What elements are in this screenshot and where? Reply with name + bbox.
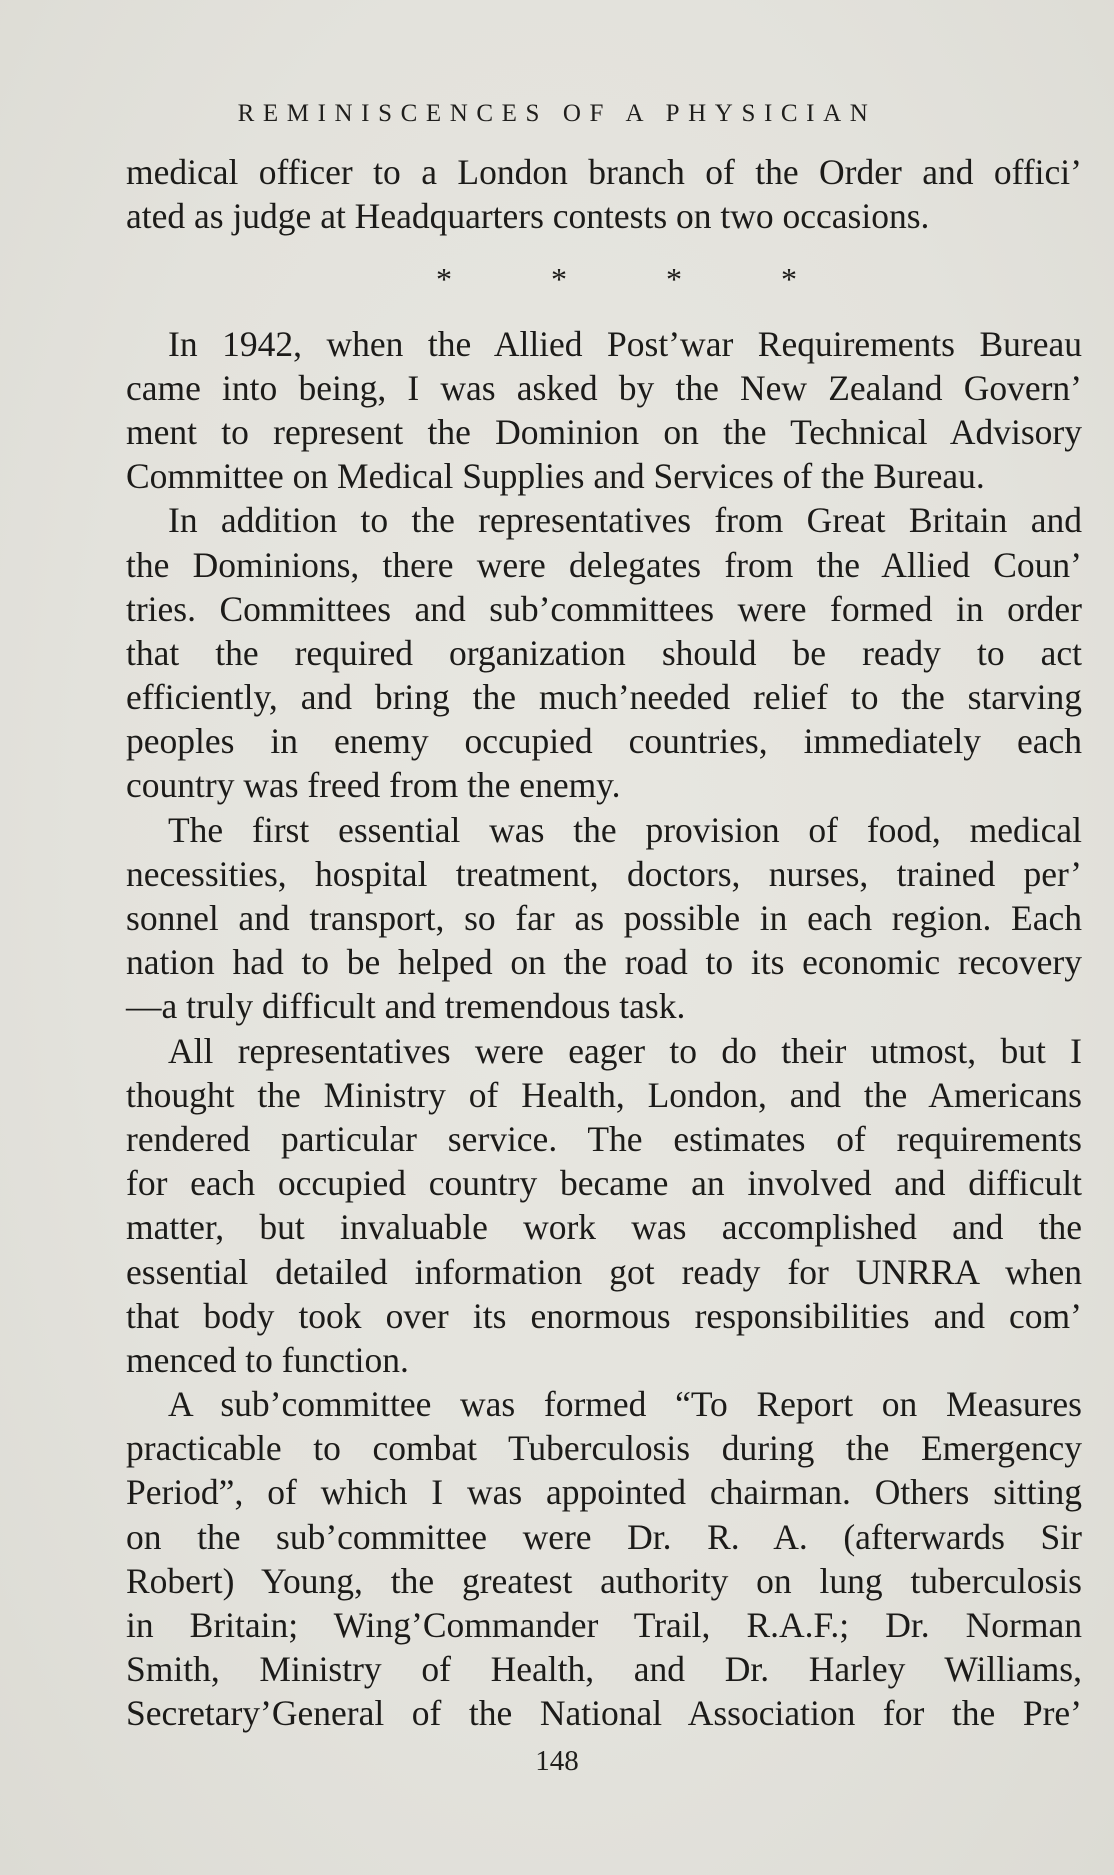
paragraph xyxy=(126,322,1082,499)
text-line: tries. Committees and sub’committees were formed in order xyxy=(126,588,1082,629)
text-line: Committee on Medical Supplies and Services of the Bureau. xyxy=(126,456,985,497)
text-line: ment to represent the Dominion on the Technical Advisory xyxy=(126,411,1082,452)
text-line: on the sub’committee were Dr. R. A. (afterwards Sir xyxy=(126,1516,1082,1557)
text-line: A sub’committee was formed “To Report on Measures xyxy=(168,1384,1082,1425)
text-line: In addition to the representatives from Great Britain and xyxy=(168,500,1082,541)
text-line: Secretary’General of the National Association for the Pre’ xyxy=(126,1693,1082,1734)
running-head: REMINISCENCES OF A PHYSICIAN xyxy=(237,100,877,127)
paragraph xyxy=(126,808,1082,1029)
separator-asterisk: * xyxy=(551,261,567,298)
text-line: ated as judge at Headquarters contests on two occasions. xyxy=(126,196,930,237)
text-line: peoples in enemy occupied countries, immediately each xyxy=(126,721,1082,762)
text-line: All representatives were eager to do their utmost, but I xyxy=(168,1030,1082,1071)
text-line: that the required organization should be ready to act xyxy=(126,632,1082,673)
text-line: thought the Ministry of Health, London, and the Americans xyxy=(126,1074,1082,1115)
text-line: —a truly difficult and tremendous task. xyxy=(126,986,686,1027)
text-line: rendered particular service. The estimates of requirements xyxy=(126,1118,1082,1159)
text-line: Robert) Young, the greatest authority on lung tuberculosis xyxy=(126,1560,1082,1601)
text-line: In 1942, when the Allied Post’war Requirements Bureau xyxy=(168,323,1082,364)
text-line: necessities, hospital treatment, doctors, nurses, trained per’ xyxy=(126,853,1082,894)
text-line: essential detailed information got ready for UNRRA when xyxy=(126,1251,1082,1292)
text-line: came into being, I was asked by the New Zealand Govern’ xyxy=(126,367,1082,408)
text-line: the Dominions, there were delegates from the Allied Coun’ xyxy=(126,544,1082,585)
text-line: matter, but invaluable work was accomplished and the xyxy=(126,1207,1082,1248)
text-line: efficiently, and bring the much’needed relief to the starving xyxy=(126,677,1082,718)
text-line: menced to function. xyxy=(126,1339,409,1380)
text-line: Period”, of which I was appointed chairman. Others sitting xyxy=(126,1472,1082,1513)
text-line: sonnel and transport, so far as possible in each region. Each xyxy=(126,898,1082,938)
text-line: The first essential was the provision of food, medical xyxy=(168,809,1082,850)
separator-asterisk: * xyxy=(781,261,797,298)
section-separator xyxy=(151,257,1082,301)
text-line: practicable to combat Tuberculosis during the Emergency xyxy=(126,1428,1082,1469)
text-line: Smith, Ministry of Health, and Dr. Harley Williams, xyxy=(126,1649,1082,1690)
paragraph xyxy=(126,1382,1082,1736)
body-text xyxy=(126,150,1082,1736)
text-line: country was freed from the enemy. xyxy=(126,765,621,806)
text-line: medical officer to a London branch of the Order and offici’ xyxy=(126,152,1082,192)
paragraph xyxy=(126,498,1082,807)
page-number: 148 xyxy=(535,1745,579,1777)
text-line: for each occupied country became an involved and difficult xyxy=(126,1163,1082,1204)
separator-asterisk: * xyxy=(666,261,682,298)
paragraph xyxy=(126,1029,1082,1383)
text-line: that body took over its enormous responsibilities and com’ xyxy=(126,1295,1082,1336)
separator-asterisk: * xyxy=(436,261,452,298)
text-line: in Britain; Wing’Commander Trail, R.A.F.; Dr. Norman xyxy=(126,1605,1082,1645)
text-line: nation had to be helped on the road to its economic recovery xyxy=(126,942,1082,983)
